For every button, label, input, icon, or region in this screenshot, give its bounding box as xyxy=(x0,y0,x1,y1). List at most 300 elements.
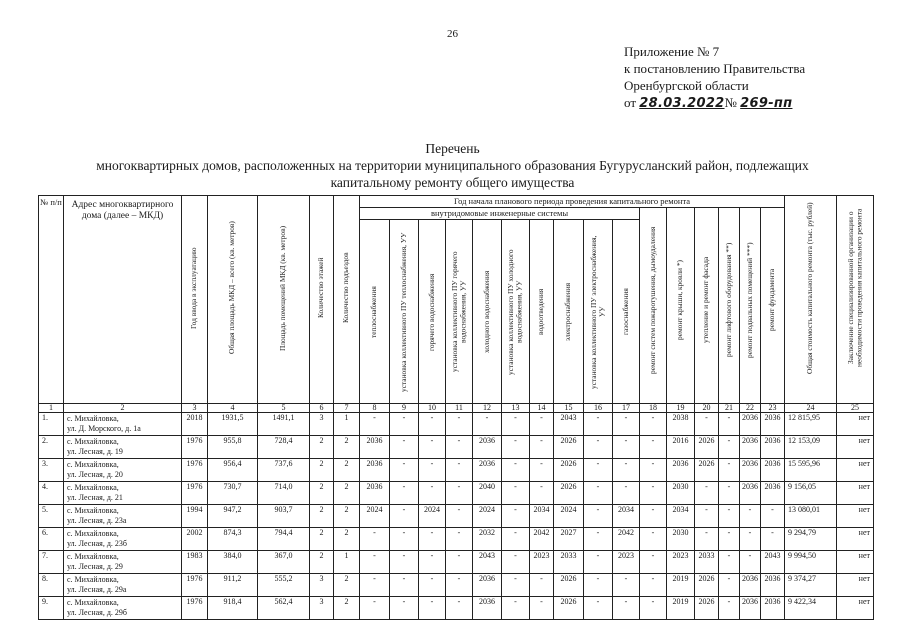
header-hot-water-meter: установка коллективного ПУ горячего водоснабжения, УУ xyxy=(446,220,473,404)
column-number-row xyxy=(39,404,874,413)
column-number: 8 xyxy=(360,404,390,413)
cell-c13: - xyxy=(502,436,530,459)
cell-c20: 2026 xyxy=(695,574,719,597)
header-plan-period: Год начала планового периода проведения капитального ремонта xyxy=(360,196,785,208)
cell-n: 4. xyxy=(39,482,64,505)
handwritten-number: 269-пп xyxy=(740,96,793,111)
cell-c19: 2023 xyxy=(667,551,695,574)
cell-cost: 9 994,50 xyxy=(785,551,837,574)
header-basement: ремонт подвальных помещений ***) xyxy=(740,208,761,404)
table-row xyxy=(39,436,874,459)
cell-cost: 13 080,01 xyxy=(785,505,837,528)
cell-c15: 2026 xyxy=(554,597,584,620)
cell-c11: - xyxy=(446,597,473,620)
cell-c16: - xyxy=(584,597,613,620)
address-line-2: ул. Лесная, д. 23б xyxy=(67,539,127,548)
address-line-1: с. Михайловка, xyxy=(67,437,119,446)
column-number: 14 xyxy=(530,404,554,413)
title-line-1: Перечень xyxy=(425,141,480,156)
cell-total: 918,4 xyxy=(208,597,258,620)
column-number: 10 xyxy=(419,404,446,413)
cell-c19: 2019 xyxy=(667,574,695,597)
cell-cost: 15 595,96 xyxy=(785,459,837,482)
cell-c22: 2036 xyxy=(740,436,761,459)
cell-c21: - xyxy=(719,436,740,459)
address-line-1: с. Михайловка, xyxy=(67,598,119,607)
cell-c9: - xyxy=(390,413,419,436)
annex-block xyxy=(624,43,805,112)
cell-c9: - xyxy=(390,528,419,551)
cell-floors: 3 xyxy=(310,597,334,620)
header-drainage: водоотведения xyxy=(530,220,554,404)
cell-c8: 2036 xyxy=(360,459,390,482)
cell-c14: - xyxy=(530,482,554,505)
cell-c16: - xyxy=(584,574,613,597)
column-number: 25 xyxy=(837,404,874,413)
address-line-2: ул. Лесная, д. 29б xyxy=(67,608,127,617)
cell-c18: - xyxy=(640,482,667,505)
cell-year: 1976 xyxy=(182,436,208,459)
cell-c22: 2036 xyxy=(740,413,761,436)
cell-c8: 2036 xyxy=(360,482,390,505)
cell-concl: нет xyxy=(837,436,874,459)
cell-c8: 2024 xyxy=(360,505,390,528)
cell-year: 1976 xyxy=(182,459,208,482)
header-gas: газоснабжения xyxy=(613,220,640,404)
header-conclusion: Заключение специализированной организации о необходимости проведения капитального ремонта xyxy=(837,196,874,404)
column-number: 15 xyxy=(554,404,584,413)
table-row xyxy=(39,574,874,597)
cell-n: 7. xyxy=(39,551,64,574)
cell-c17: 2034 xyxy=(613,505,640,528)
cell-c12: 2036 xyxy=(473,459,502,482)
column-number: 17 xyxy=(613,404,640,413)
address-cell xyxy=(64,482,182,505)
cell-c9: - xyxy=(390,551,419,574)
cell-total: 384,0 xyxy=(208,551,258,574)
address-line-2: ул. Лесная, д. 29а xyxy=(67,585,127,594)
cell-c18: - xyxy=(640,505,667,528)
cell-c18: - xyxy=(640,436,667,459)
cell-c22: - xyxy=(740,528,761,551)
address-line-2: ул. Лесная, д. 19 xyxy=(67,447,123,456)
cell-prem: 562,4 xyxy=(258,597,310,620)
column-number: 20 xyxy=(695,404,719,413)
cell-c18: - xyxy=(640,551,667,574)
cell-c20: - xyxy=(695,528,719,551)
number-sign: № xyxy=(724,95,737,110)
cell-concl: нет xyxy=(837,505,874,528)
column-number: 5 xyxy=(258,404,310,413)
address-line-2: ул. Лесная, д. 21 xyxy=(67,493,123,502)
cell-c14: - xyxy=(530,574,554,597)
cell-c9: - xyxy=(390,482,419,505)
address-cell xyxy=(64,413,182,436)
cell-ent: 2 xyxy=(334,597,360,620)
cell-prem: 555,2 xyxy=(258,574,310,597)
cell-cost: 9 374,27 xyxy=(785,574,837,597)
cell-c18: - xyxy=(640,459,667,482)
cell-floors: 3 xyxy=(310,413,334,436)
column-number: 13 xyxy=(502,404,530,413)
cell-c16: - xyxy=(584,551,613,574)
cell-c21: - xyxy=(719,459,740,482)
cell-n: 6. xyxy=(39,528,64,551)
cell-c13: - xyxy=(502,505,530,528)
cell-c10: - xyxy=(419,528,446,551)
address-cell xyxy=(64,551,182,574)
cell-n: 5. xyxy=(39,505,64,528)
cell-c8: - xyxy=(360,528,390,551)
cell-ent: 2 xyxy=(334,528,360,551)
address-line-1: с. Михайловка, xyxy=(67,529,119,538)
table-row xyxy=(39,482,874,505)
header-internal-systems: внутридомовые инженерные системы xyxy=(360,208,640,220)
cell-cost: 12 153,09 xyxy=(785,436,837,459)
column-number: 1 xyxy=(39,404,64,413)
cell-floors: 2 xyxy=(310,436,334,459)
column-number: 19 xyxy=(667,404,695,413)
cell-c13: - xyxy=(502,413,530,436)
cell-total: 874,3 xyxy=(208,528,258,551)
cell-c10: - xyxy=(419,597,446,620)
cell-c23: 2036 xyxy=(761,436,785,459)
cell-c21: - xyxy=(719,551,740,574)
cell-c16: - xyxy=(584,528,613,551)
cell-cost: 9 156,05 xyxy=(785,482,837,505)
cell-c16: - xyxy=(584,436,613,459)
cell-c23: - xyxy=(761,528,785,551)
address-line-2: ул. Д. Морского, д. 1а xyxy=(67,424,141,433)
cell-c9: - xyxy=(390,574,419,597)
cell-c23: 2036 xyxy=(761,482,785,505)
cell-concl: нет xyxy=(837,482,874,505)
annex-line-2: к постановлению Правительства xyxy=(624,61,806,76)
cell-year: 1976 xyxy=(182,482,208,505)
cell-c17: - xyxy=(613,597,640,620)
cell-c8: 2036 xyxy=(360,436,390,459)
cell-c13: - xyxy=(502,482,530,505)
column-number: 11 xyxy=(446,404,473,413)
cell-c12: - xyxy=(473,413,502,436)
cell-c23: 2036 xyxy=(761,574,785,597)
cell-c12: 2043 xyxy=(473,551,502,574)
cell-concl: нет xyxy=(837,551,874,574)
annex-line-1: Приложение № 7 xyxy=(624,44,720,59)
cell-c17: 2042 xyxy=(613,528,640,551)
address-cell xyxy=(64,505,182,528)
cell-c13: - xyxy=(502,459,530,482)
cell-c22: 2036 xyxy=(740,574,761,597)
cell-c11: - xyxy=(446,528,473,551)
table-row xyxy=(39,528,874,551)
cell-c17: - xyxy=(613,436,640,459)
header-facade: утепление и ремонт фасада xyxy=(695,208,719,404)
cell-floors: 2 xyxy=(310,551,334,574)
cell-c17: - xyxy=(613,459,640,482)
table-row xyxy=(39,413,874,436)
cell-c11: - xyxy=(446,482,473,505)
header-total-cost: Общая стоимость капитального ремонта (тыс. рублей) xyxy=(785,196,837,404)
header-entrances: Количество подъездов xyxy=(334,196,360,404)
cell-c18: - xyxy=(640,574,667,597)
column-number: 9 xyxy=(390,404,419,413)
cell-c18: - xyxy=(640,528,667,551)
cell-c9: - xyxy=(390,597,419,620)
cell-c14: 2042 xyxy=(530,528,554,551)
cell-c17: - xyxy=(613,413,640,436)
address-cell xyxy=(64,597,182,620)
cell-c18: - xyxy=(640,413,667,436)
cell-c22: - xyxy=(740,505,761,528)
cell-total: 956,4 xyxy=(208,459,258,482)
cell-concl: нет xyxy=(837,413,874,436)
cell-c22: 2036 xyxy=(740,459,761,482)
cell-c8: - xyxy=(360,413,390,436)
cell-c21: - xyxy=(719,528,740,551)
column-number: 18 xyxy=(640,404,667,413)
cell-year: 2018 xyxy=(182,413,208,436)
header-premises-area: Площадь помещений МКД (кв. метров) xyxy=(258,196,310,404)
cell-ent: 2 xyxy=(334,436,360,459)
cell-c13: - xyxy=(502,528,530,551)
cell-c16: - xyxy=(584,482,613,505)
cell-c20: - xyxy=(695,505,719,528)
cell-c16: - xyxy=(584,505,613,528)
cell-c23: - xyxy=(761,505,785,528)
header-roof: ремонт крыши, кровли *) xyxy=(667,208,695,404)
header-cold-water: холодного водоснабжения xyxy=(473,220,502,404)
cell-c20: - xyxy=(695,482,719,505)
column-number: 2 xyxy=(64,404,182,413)
table-body xyxy=(39,413,874,620)
annex-from-label: от xyxy=(624,95,637,110)
title-line-2: многоквартирных домов, расположенных на территории муниципального образования Бугурусланский район, подлежащих xyxy=(96,158,809,173)
cell-year: 1976 xyxy=(182,597,208,620)
cell-concl: нет xyxy=(837,459,874,482)
cell-c15: 2026 xyxy=(554,436,584,459)
address-line-1: с. Михайловка, xyxy=(67,575,119,584)
column-number: 23 xyxy=(761,404,785,413)
cell-n: 9. xyxy=(39,597,64,620)
cell-c23: 2036 xyxy=(761,459,785,482)
header-electricity-meter: установка коллективного ПУ электроснабжения, УУ xyxy=(584,220,613,404)
cell-concl: нет xyxy=(837,597,874,620)
cell-c15: 2024 xyxy=(554,505,584,528)
cell-c19: 2030 xyxy=(667,528,695,551)
cell-c16: - xyxy=(584,413,613,436)
cell-c19: 2019 xyxy=(667,597,695,620)
cell-c14: 2023 xyxy=(530,551,554,574)
cell-c20: 2033 xyxy=(695,551,719,574)
cell-ent: 2 xyxy=(334,482,360,505)
header-fire-systems: ремонт систем пожаротушения, дымоудаления xyxy=(640,208,667,404)
cell-c9: - xyxy=(390,436,419,459)
title-line-3: капитальному ремонту общего имущества xyxy=(330,175,575,190)
cell-c9: - xyxy=(390,459,419,482)
column-number: 24 xyxy=(785,404,837,413)
cell-prem: 728,4 xyxy=(258,436,310,459)
cell-c10: - xyxy=(419,574,446,597)
header-floors: Количество этажей xyxy=(310,196,334,404)
cell-prem: 794,4 xyxy=(258,528,310,551)
table-row xyxy=(39,551,874,574)
cell-c14: - xyxy=(530,459,554,482)
cell-c8: - xyxy=(360,597,390,620)
cell-c10: - xyxy=(419,436,446,459)
header-electricity: электроснабжения xyxy=(554,220,584,404)
cell-prem: 903,7 xyxy=(258,505,310,528)
cell-c23: 2043 xyxy=(761,551,785,574)
cell-c13: - xyxy=(502,551,530,574)
cell-floors: 2 xyxy=(310,459,334,482)
address-cell xyxy=(64,436,182,459)
cell-concl: нет xyxy=(837,574,874,597)
cell-c22: 2036 xyxy=(740,597,761,620)
cell-c23: 2036 xyxy=(761,413,785,436)
address-line-2: ул. Лесная, д. 20 xyxy=(67,470,123,479)
cell-c15: 2033 xyxy=(554,551,584,574)
header-year: Год ввода в эксплуатацию xyxy=(182,196,208,404)
cell-total: 955,8 xyxy=(208,436,258,459)
cell-c10: - xyxy=(419,551,446,574)
cell-total: 947,2 xyxy=(208,505,258,528)
cell-floors: 3 xyxy=(310,574,334,597)
annex-date-line xyxy=(624,94,805,112)
header-cold-water-meter: установка коллективного ПУ холодного водоснабжения, УУ xyxy=(502,220,530,404)
column-number: 3 xyxy=(182,404,208,413)
handwritten-date: 28.03.2022 xyxy=(639,96,725,111)
header-foundation: ремонт фундамента xyxy=(761,208,785,404)
cell-c10: 2024 xyxy=(419,505,446,528)
header-hot-water: горячего водоснабжения xyxy=(419,220,446,404)
address-line-2: ул. Лесная, д. 29 xyxy=(67,562,123,571)
cell-c20: 2026 xyxy=(695,436,719,459)
cell-c22: - xyxy=(740,551,761,574)
cell-c21: - xyxy=(719,505,740,528)
header-elevator: ремонт лифтового оборудования **) xyxy=(719,208,740,404)
address-line-2: ул. Лесная, д. 23а xyxy=(67,516,127,525)
cell-c21: - xyxy=(719,413,740,436)
cell-c14: - xyxy=(530,436,554,459)
cell-c15: 2043 xyxy=(554,413,584,436)
cell-c8: - xyxy=(360,551,390,574)
cell-c20: - xyxy=(695,413,719,436)
column-number: 16 xyxy=(584,404,613,413)
column-number: 22 xyxy=(740,404,761,413)
cell-c21: - xyxy=(719,574,740,597)
cell-ent: 1 xyxy=(334,413,360,436)
cell-year: 2002 xyxy=(182,528,208,551)
cell-year: 1983 xyxy=(182,551,208,574)
cell-c12: 2036 xyxy=(473,436,502,459)
cell-prem: 367,0 xyxy=(258,551,310,574)
cell-ent: 2 xyxy=(334,505,360,528)
address-line-1: с. Михайловка, xyxy=(67,460,119,469)
cell-c19: 2038 xyxy=(667,413,695,436)
header-heating-meter: установка коллективного ПУ теплоснабжения, УУ xyxy=(390,220,419,404)
header-np: № п/п xyxy=(39,196,64,404)
cell-c17: 2023 xyxy=(613,551,640,574)
cell-c10: - xyxy=(419,413,446,436)
cell-c15: 2026 xyxy=(554,459,584,482)
cell-n: 1. xyxy=(39,413,64,436)
cell-year: 1994 xyxy=(182,505,208,528)
page-number: 26 xyxy=(447,28,458,40)
cell-c21: - xyxy=(719,482,740,505)
cell-floors: 2 xyxy=(310,505,334,528)
cell-concl: нет xyxy=(837,528,874,551)
repair-list-table xyxy=(38,195,874,620)
cell-c12: 2024 xyxy=(473,505,502,528)
column-number: 21 xyxy=(719,404,740,413)
table-row xyxy=(39,459,874,482)
cell-ent: 2 xyxy=(334,459,360,482)
cell-c22: 2036 xyxy=(740,482,761,505)
cell-c13: - xyxy=(502,597,530,620)
cell-c10: - xyxy=(419,482,446,505)
address-line-1: с. Михайловка, xyxy=(67,483,119,492)
cell-c13: - xyxy=(502,574,530,597)
document-title xyxy=(0,140,905,191)
cell-c11: - xyxy=(446,574,473,597)
column-number: 4 xyxy=(208,404,258,413)
cell-floors: 2 xyxy=(310,528,334,551)
cell-c12: 2036 xyxy=(473,597,502,620)
column-number: 12 xyxy=(473,404,502,413)
address-line-1: с. Михайловка, xyxy=(67,506,119,515)
cell-c18: - xyxy=(640,597,667,620)
cell-ent: 1 xyxy=(334,551,360,574)
cell-c19: 2036 xyxy=(667,459,695,482)
cell-c10: - xyxy=(419,459,446,482)
cell-total: 730,7 xyxy=(208,482,258,505)
cell-prem: 737,6 xyxy=(258,459,310,482)
cell-c14: 2034 xyxy=(530,505,554,528)
cell-c11: - xyxy=(446,551,473,574)
cell-c19: 2030 xyxy=(667,482,695,505)
cell-c15: 2026 xyxy=(554,482,584,505)
cell-n: 8. xyxy=(39,574,64,597)
cell-c12: 2040 xyxy=(473,482,502,505)
cell-c12: 2036 xyxy=(473,574,502,597)
cell-c9: - xyxy=(390,505,419,528)
cell-c8: - xyxy=(360,574,390,597)
address-line-1: с. Михайловка, xyxy=(67,552,119,561)
cell-ent: 2 xyxy=(334,574,360,597)
cell-cost: 12 815,95 xyxy=(785,413,837,436)
cell-c17: - xyxy=(613,482,640,505)
address-cell xyxy=(64,459,182,482)
cell-c11: - xyxy=(446,459,473,482)
cell-n: 2. xyxy=(39,436,64,459)
cell-c11: - xyxy=(446,505,473,528)
cell-n: 3. xyxy=(39,459,64,482)
cell-cost: 9 422,34 xyxy=(785,597,837,620)
cell-prem: 1491,1 xyxy=(258,413,310,436)
cell-c11: - xyxy=(446,413,473,436)
cell-prem: 714,0 xyxy=(258,482,310,505)
cell-c14: - xyxy=(530,413,554,436)
column-number: 7 xyxy=(334,404,360,413)
cell-c14: - xyxy=(530,597,554,620)
address-line-1: с. Михайловка, xyxy=(67,414,119,423)
cell-c12: 2032 xyxy=(473,528,502,551)
cell-c19: 2016 xyxy=(667,436,695,459)
cell-c23: 2036 xyxy=(761,597,785,620)
cell-c20: 2026 xyxy=(695,597,719,620)
table-row xyxy=(39,597,874,620)
